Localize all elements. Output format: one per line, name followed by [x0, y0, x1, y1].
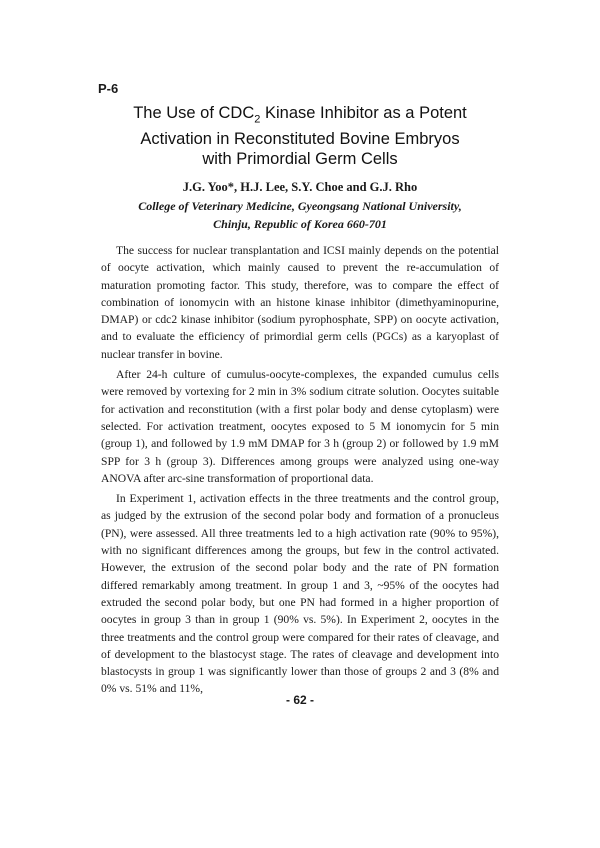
session-label: P-6 [98, 81, 119, 96]
title-line-3: with Primordial Germ Cells [202, 150, 398, 169]
paragraph-1: The success for nuclear transplantation and ICSI mainly depends on the potential of oocyte activation, which mainly caused to prevent the re-accumulation of maturation promoting factor. This study, therefore, was to compare the effect of combination of ionomycin with an histone kinase inhibitor (dimethyaminopurine, DMAP) or cdc2 kinase inhibitor (sodium pyrophosphate, SPP) on oocyte activation, and to evaluate the efficiency of primordial germ cells (PGCs) as a karyoplast of nuclear transfer in bovine. [101, 244, 499, 361]
author-list: J.G. Yoo*, H.J. Lee, S.Y. Choe and G.J. Rho [182, 180, 418, 194]
paragraph-3: In Experiment 1, activation effects in the three treatments and the control group, as judged by the extrusion of the second polar body and formation of a pronucleus (PN), were assessed. All three treatments led to a high activation rate (90% to 95%), with no significant differences among the groups, but few in the control activated. However, the extrusion of the second polar body and the rate of PN formation differed remarkably among treatment. In group 1 and 3, ~95% of the oocytes had extruded the second polar body, but one PN had formed in a higher proportion of oocytes in group 3 than in group 1 (90% vs. 5%). In Experiment 2, oocytes in the three treatments and the control group were compared for their rates of cleavage, and of development to the blastocyst stage. The rates of cleavage and development into blastocysts in group 1 was significantly lower than those of groups 2 and 3 (8% and 0% vs. 51% and 11%, [101, 492, 499, 696]
title-line-1: The Use of $CDC_2$ Kinase Inhibitor as a Potent [133, 104, 467, 126]
affiliation-line-1: College of Veterinary Medicine, Gyeongsang National University, [138, 199, 462, 213]
paper-title [100, 103, 500, 169]
page-number: - 62 - [285, 693, 314, 707]
title-line-2: Activation in Reconstituted Bovine Embryos [140, 130, 460, 149]
affiliation-line-2: Chinju, Republic of Korea 660-701 [213, 217, 387, 231]
affiliation [100, 197, 500, 233]
paragraph-2: After 24-h culture of cumulus-oocyte-complexes, the expanded cumulus cells were removed by vortexing for 2 min in 3% sodium citrate solution. Oocytes suitable for activation and reconstitution (with a first polar body and dense cytoplasm) were selected. For activation treatment, oocytes exposed to 5 M ionomycin for 5 min (group 1), and followed by 1.9 mM DMAP for 3 h (group 2) or followed by 1.9 mM SPP for 3 h (group 3). Differences among groups were analyzed using one-way ANOVA after arc-sine transformation of proportional data. [101, 368, 499, 485]
abstract-body [101, 242, 499, 701]
